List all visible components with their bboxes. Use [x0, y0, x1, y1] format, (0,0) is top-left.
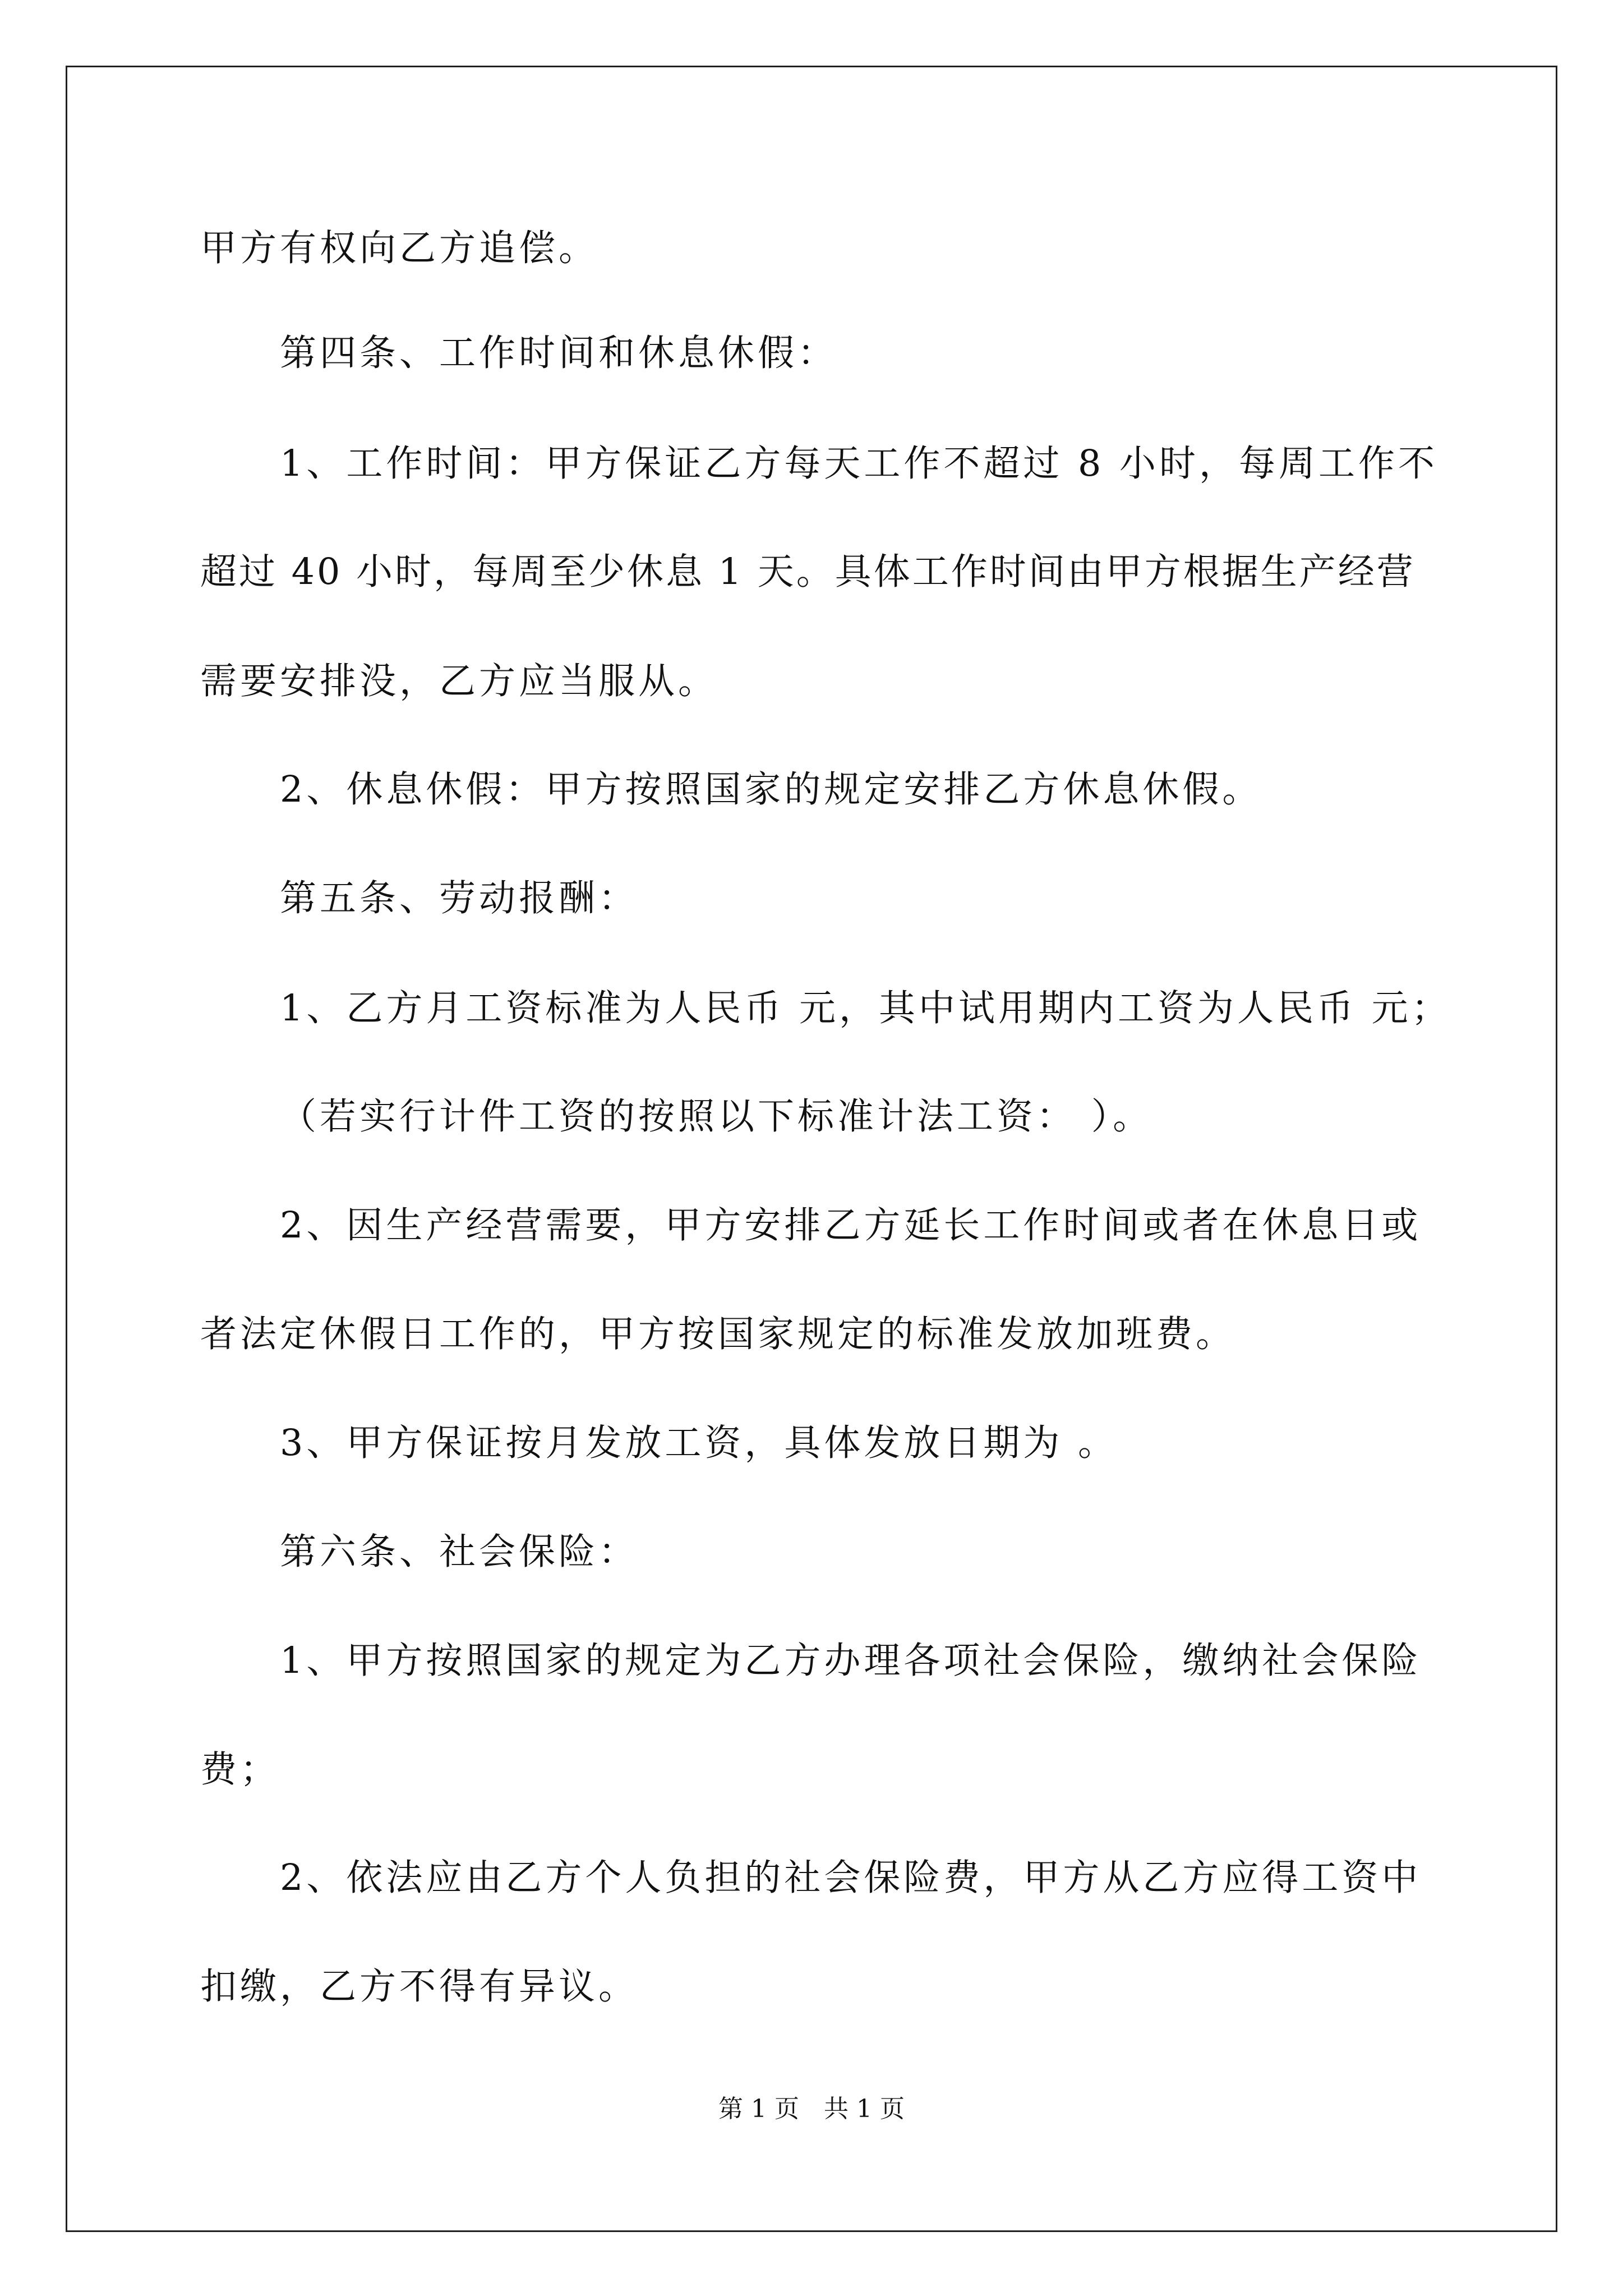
paragraph-line: 超过 40 小时，每周至少休息 1 天。具体工作时间由甲方根据生产经营: [200, 551, 1415, 593]
paragraph-line: 甲方有权向乙方追偿。: [200, 227, 599, 269]
section-heading: 第四条、工作时间和休息休假：: [280, 332, 838, 374]
paragraph-line: 者法定休假日工作的，甲方按国家规定的标准发放加班费。: [200, 1313, 1236, 1355]
paragraph-line: （若实行计件工资的按照以下标准计法工资： ）。: [280, 1096, 1153, 1138]
paragraph-line: 2、依法应由乙方个人负担的社会保险费，甲方从乙方应得工资中: [280, 1857, 1422, 1899]
section-heading: 第五条、劳动报酬：: [280, 877, 639, 919]
paragraph-line: 3、甲方保证按月发放工资，具体发放日期为 。: [280, 1422, 1118, 1464]
paragraph-line: 1、工作时间：甲方保证乙方每天工作不超过 8 小时，每周工作不: [280, 443, 1438, 485]
page-number-footer: 第 1 页 共 1 页: [718, 2095, 905, 2123]
page-border: [66, 66, 1557, 2232]
paragraph-line: 费；: [200, 1749, 280, 1791]
paragraph-line: 扣缴，乙方不得有异议。: [200, 1966, 639, 2008]
paragraph-line: 1、乙方月工资标准为人民币 元，其中试用期内工资为人民币 元；: [280, 987, 1451, 1029]
paragraph-line: 2、因生产经营需要，甲方安排乙方延长工作时间或者在休息日或: [280, 1204, 1422, 1246]
section-heading: 第六条、社会保险：: [280, 1531, 639, 1573]
paragraph-line: 1、甲方按照国家的规定为乙方办理各项社会保险，缴纳社会保险: [280, 1640, 1422, 1682]
paragraph-line: 2、休息休假：甲方按照国家的规定安排乙方休息休假。: [280, 769, 1262, 811]
paragraph-line: 需要安排没，乙方应当服从。: [200, 660, 718, 702]
